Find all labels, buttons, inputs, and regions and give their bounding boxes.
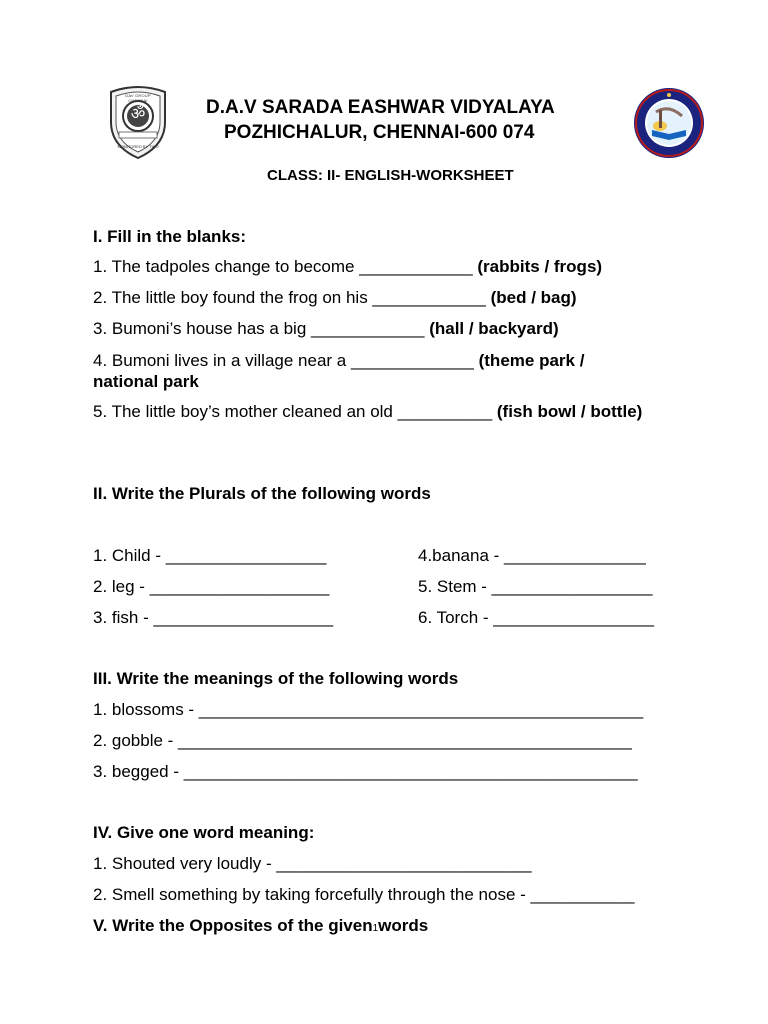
meaning-item-3: 3. begged - ________________________________________________ xyxy=(93,762,638,781)
fill-blank-text: 2. The little boy found the frog on his ____________ xyxy=(93,288,491,307)
fill-blank-options: (bed / bag) xyxy=(490,288,577,307)
right-school-logo xyxy=(632,86,706,160)
fill-blank-text: 1. The tadpoles change to become ____________ xyxy=(93,257,478,276)
school-address: POZHICHALUR, CHENNAI-600 074 xyxy=(224,122,535,143)
fill-blank-text: 3. Bumoni’s house has a big ____________ xyxy=(93,319,430,338)
logo-arc-text: DAV GROUP CHENNAI xyxy=(125,93,151,103)
fill-blank-text: 4. Bumoni lives in a village near a _____________ xyxy=(93,351,479,370)
meaning-item-1: 1. blossoms - _______________________________________________ xyxy=(93,700,644,719)
section5-heading-part2: words xyxy=(378,916,429,935)
fill-blank-options: (theme park / national park xyxy=(93,351,585,391)
page-number: 1 xyxy=(372,923,379,934)
section5-heading-part1: V. Write the Opposites of the given xyxy=(93,916,373,935)
section3-heading: III. Write the meanings of the following words xyxy=(93,669,459,688)
plural-item-3: 3. fish - ___________________ xyxy=(93,608,334,627)
plural-item-4: 4.banana - _______________ xyxy=(418,546,646,565)
logo-motto: MONITORED BY TWO xyxy=(117,144,159,149)
section5-heading xyxy=(93,916,428,936)
meaning-item-2: 2. gobble - ________________________________________________ xyxy=(93,731,632,750)
fill-blank-item-4 xyxy=(93,350,653,392)
left-school-logo xyxy=(103,84,173,160)
fill-blank-item-1 xyxy=(93,257,602,277)
om-symbol: ॐ xyxy=(130,104,146,123)
school-name: D.A.V SARADA EASHWAR VIDYALAYA xyxy=(206,97,555,118)
one-word-item-1: 1. Shouted very loudly - ___________________________ xyxy=(93,854,532,873)
section2-heading: II. Write the Plurals of the following words xyxy=(93,484,431,503)
plural-item-2: 2. leg - ___________________ xyxy=(93,577,330,596)
plural-item-5: 5. Stem - _________________ xyxy=(418,577,653,596)
fill-blank-options: (rabbits / frogs) xyxy=(477,257,603,276)
fill-blank-item-2 xyxy=(93,288,577,308)
one-word-item-2: 2. Smell something by taking forcefully through the nose - ___________ xyxy=(93,885,635,904)
fill-blank-text: 5. The little boy’s mother cleaned an old __________ xyxy=(93,402,497,421)
fill-blank-options: (fish bowl / bottle) xyxy=(496,402,643,421)
fill-blank-options: (hall / backyard) xyxy=(429,319,559,338)
fill-blank-item-3 xyxy=(93,319,559,339)
section4-heading: IV. Give one word meaning: xyxy=(93,823,315,842)
plural-item-1: 1. Child - _________________ xyxy=(93,546,327,565)
fill-blank-item-5 xyxy=(93,401,653,422)
section1-heading: I. Fill in the blanks: xyxy=(93,227,247,246)
plural-item-6: 6. Torch - _________________ xyxy=(418,608,654,627)
worksheet-title: CLASS: II- ENGLISH-WORKSHEET xyxy=(267,167,514,184)
